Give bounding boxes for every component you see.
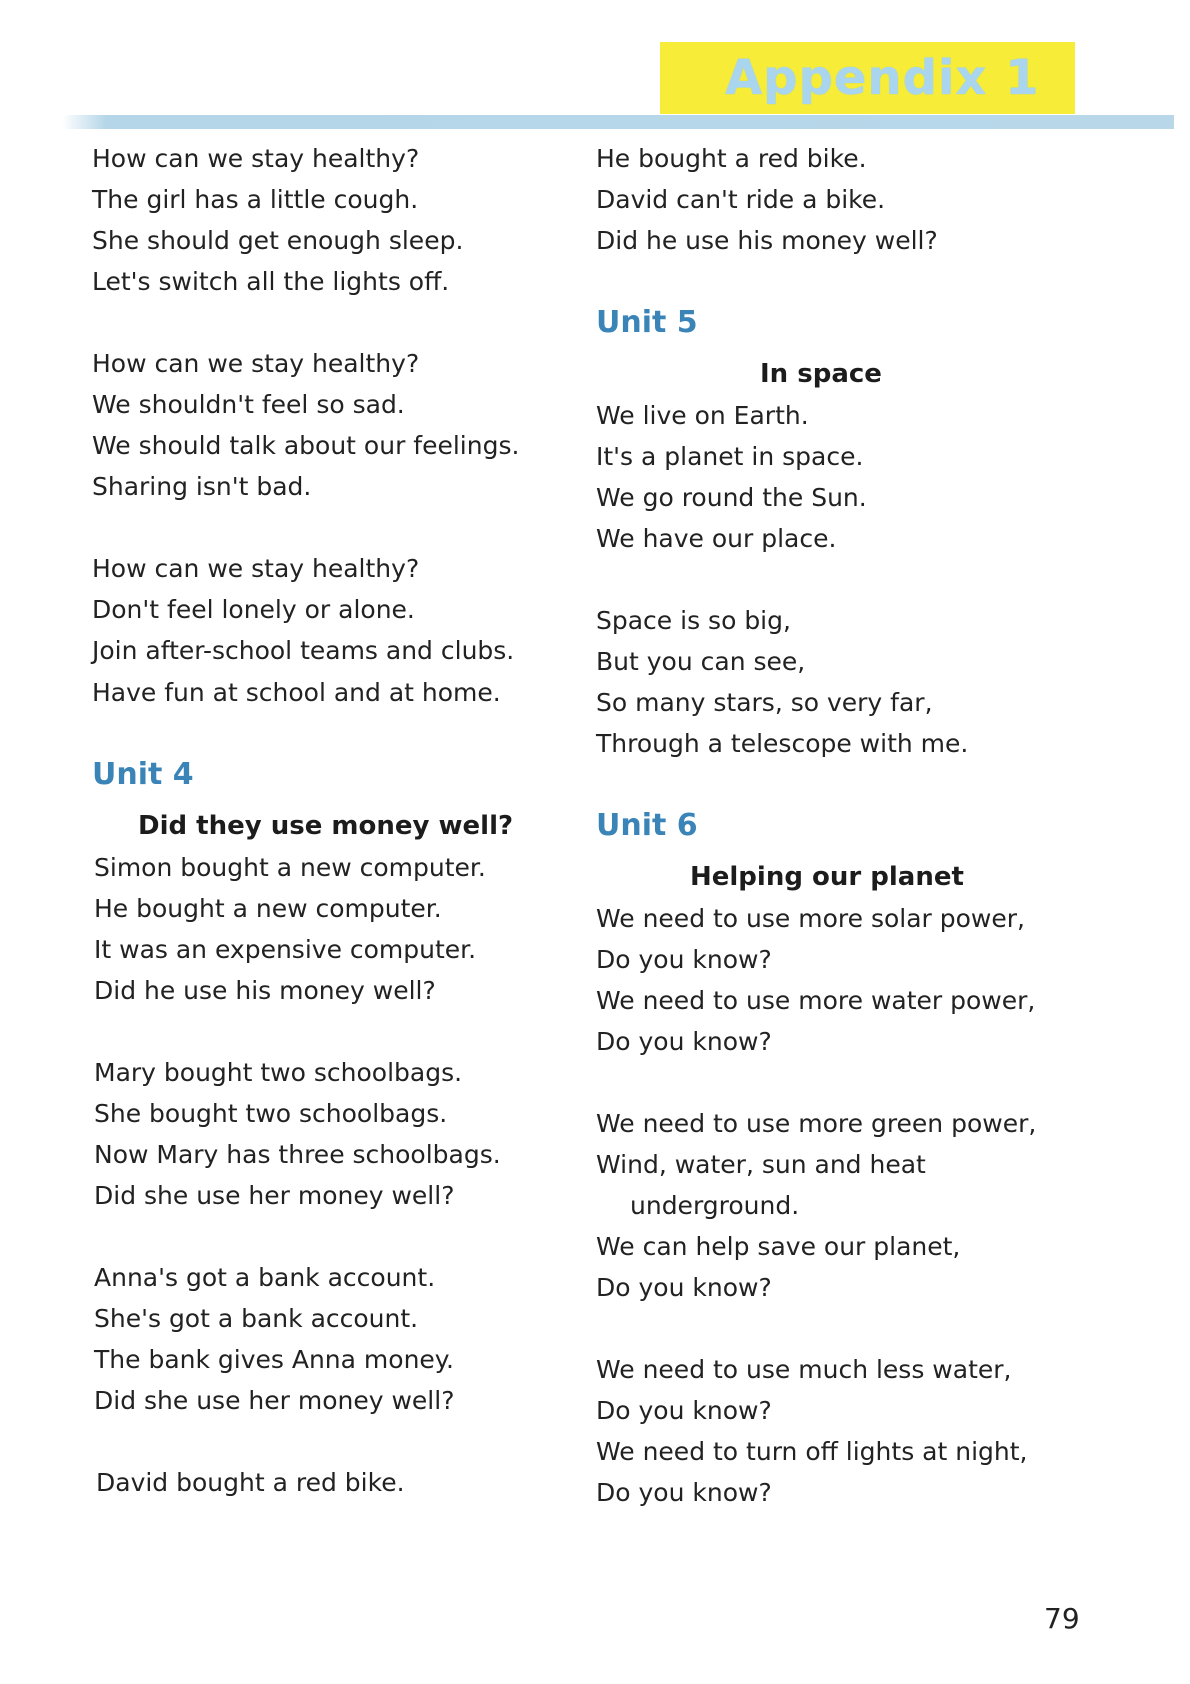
lyric-line: He bought a red bike. bbox=[596, 144, 867, 173]
page-number: 79 bbox=[1044, 1602, 1080, 1635]
lyric-line: underground. bbox=[630, 1191, 800, 1220]
lyric-line: Did he use his money well? bbox=[596, 226, 938, 255]
lyric-line: We need to use more green power, bbox=[596, 1109, 1037, 1138]
lyric-line: He bought a new computer. bbox=[94, 894, 442, 923]
lyric-line: Join after-school teams and clubs. bbox=[92, 636, 515, 665]
unit-5-heading: Unit 5 bbox=[596, 305, 698, 340]
lyric-line: Do you know? bbox=[596, 945, 772, 974]
lyric-line: We have our place. bbox=[596, 524, 837, 553]
header-rule bbox=[62, 115, 1174, 129]
lyric-line: We need to use much less water, bbox=[596, 1355, 1012, 1384]
lyric-line: So many stars, so very far, bbox=[596, 688, 933, 717]
unit-5-song-title: In space bbox=[760, 359, 882, 389]
lyric-line: Don't feel lonely or alone. bbox=[92, 595, 415, 624]
lyric-line: We should talk about our feelings. bbox=[92, 431, 520, 460]
lyric-line: We go round the Sun. bbox=[596, 483, 867, 512]
unit-6-song-title: Helping our planet bbox=[690, 862, 964, 892]
lyric-line: Through a telescope with me. bbox=[596, 729, 969, 758]
lyric-line: Let's switch all the lights off. bbox=[92, 267, 450, 296]
lyric-line: She should get enough sleep. bbox=[92, 226, 464, 255]
unit-4-song-title: Did they use money well? bbox=[138, 811, 514, 841]
lyric-line: Have fun at school and at home. bbox=[92, 678, 501, 707]
lyric-line: It was an expensive computer. bbox=[94, 935, 477, 964]
lyric-line: It's a planet in space. bbox=[596, 442, 864, 471]
lyric-line: Simon bought a new computer. bbox=[94, 853, 486, 882]
lyric-line: How can we stay healthy? bbox=[92, 144, 420, 173]
lyric-line: Do you know? bbox=[596, 1396, 772, 1425]
unit-6-heading: Unit 6 bbox=[596, 808, 698, 843]
lyric-line: We shouldn't feel so sad. bbox=[92, 390, 405, 419]
lyric-line: Did she use her money well? bbox=[94, 1181, 455, 1210]
lyric-line: She bought two schoolbags. bbox=[94, 1099, 448, 1128]
unit-4-heading: Unit 4 bbox=[92, 757, 194, 792]
page-title: Appendix 1 bbox=[725, 50, 1040, 106]
lyric-line: Now Mary has three schoolbags. bbox=[94, 1140, 501, 1169]
lyric-line: Space is so big, bbox=[596, 606, 791, 635]
lyric-line: We need to use more solar power, bbox=[596, 904, 1025, 933]
lyric-line: The bank gives Anna money. bbox=[94, 1345, 454, 1374]
lyric-line: We need to use more water power, bbox=[596, 986, 1036, 1015]
lyric-line: Anna's got a bank account. bbox=[94, 1263, 436, 1292]
lyric-line: The girl has a little cough. bbox=[92, 185, 419, 214]
lyric-line: David can't ride a bike. bbox=[596, 185, 886, 214]
lyric-line: How can we stay healthy? bbox=[92, 349, 420, 378]
lyric-line: Did he use his money well? bbox=[94, 976, 436, 1005]
lyric-line: David bought a red bike. bbox=[96, 1468, 405, 1497]
lyric-line: But you can see, bbox=[596, 647, 806, 676]
lyric-line: Do you know? bbox=[596, 1027, 772, 1056]
lyric-line: We can help save our planet, bbox=[596, 1232, 961, 1261]
lyric-line: How can we stay healthy? bbox=[92, 554, 420, 583]
lyric-line: She's got a bank account. bbox=[94, 1304, 419, 1333]
lyric-line: Do you know? bbox=[596, 1478, 772, 1507]
lyric-line: Mary bought two schoolbags. bbox=[94, 1058, 463, 1087]
lyric-line: Do you know? bbox=[596, 1273, 772, 1302]
lyric-line: Wind, water, sun and heat bbox=[596, 1150, 926, 1179]
lyric-line: We need to turn off lights at night, bbox=[596, 1437, 1028, 1466]
lyric-line: Sharing isn't bad. bbox=[92, 472, 312, 501]
lyric-line: Did she use her money well? bbox=[94, 1386, 455, 1415]
lyric-line: We live on Earth. bbox=[596, 401, 809, 430]
